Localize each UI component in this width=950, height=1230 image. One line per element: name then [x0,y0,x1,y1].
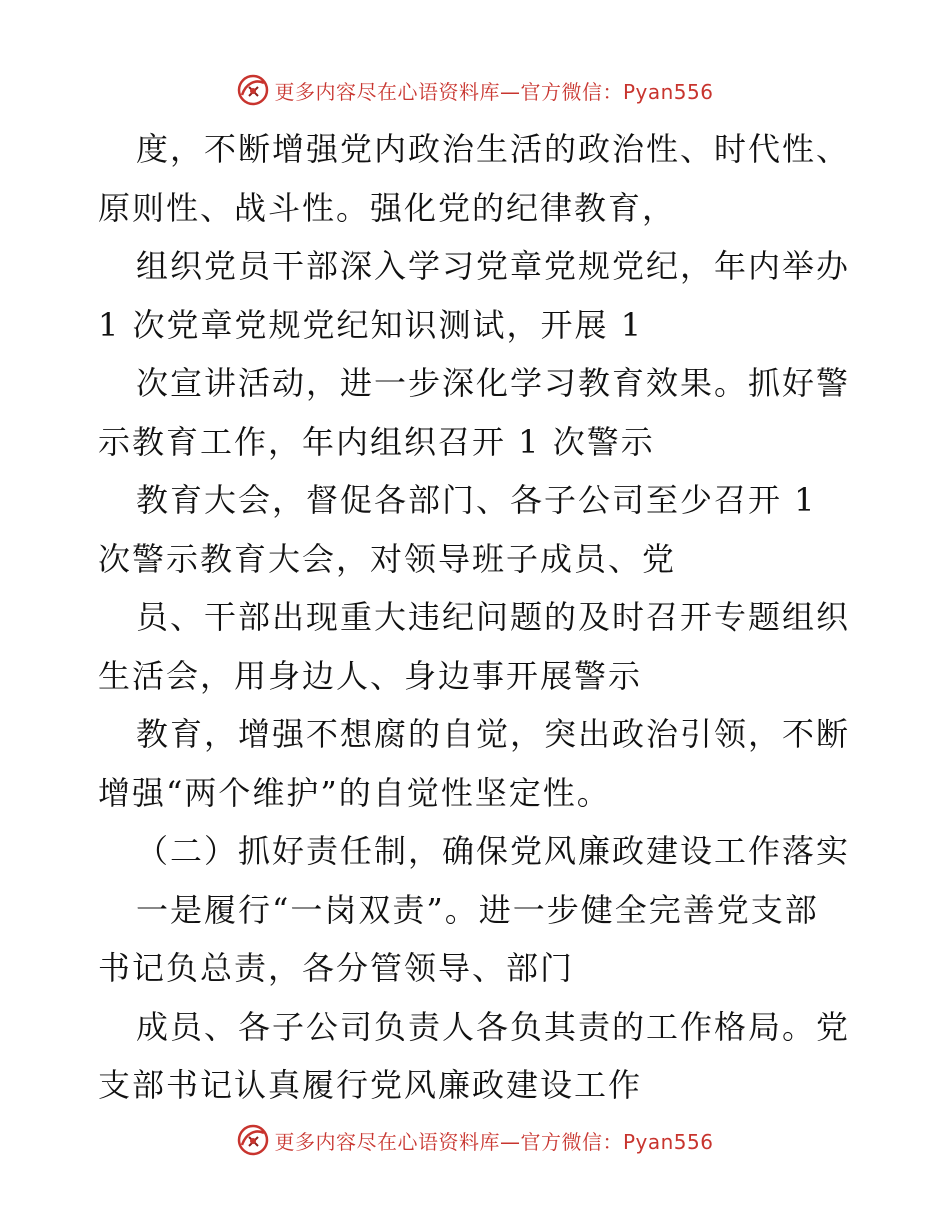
text-line: 次宣讲活动，进一步深化学习教育效果。抓好警 [136,364,851,402]
footer-watermark [0,1120,950,1160]
section-heading: （二）抓好责任制，确保党风廉政建设工作落实 [136,832,851,870]
text-line: 组织党员干部深入学习党章党规党纪，年内举办 [136,247,851,285]
text-line: 增强“两个维护”的自觉性坚定性。 [98,773,611,812]
text-line: 度，不断增强党内政治生活的政治性、时代性、 [136,130,851,168]
logo-icon [236,73,270,107]
text-line: 生活会，用身边人、身边事开展警示 [98,656,643,695]
text-line: 书记负总责，各分管领导、部门 [98,949,575,987]
text-line: 原则性、战斗性。强化党的纪律教育， [98,188,677,227]
logo-icon [236,1123,270,1157]
text-line: 一是履行“一岗双责”。进一步健全完善党支部 [136,890,819,929]
text-line: 示教育工作，年内组织召开 1 次警示 [98,422,655,461]
watermark-text: 更多内容尽在心语资料库—官方微信：Pyan556 [274,1129,714,1154]
text-line: 1 次党章党规党纪知识测试，开展 1 [98,305,644,344]
header-watermark [0,70,950,110]
text-line: 教育大会，督促各部门、各子公司至少召开 1 [136,481,817,519]
text-line: 次警示教育大会，对领导班子成员、党 [98,539,677,578]
document-body [98,120,858,1115]
text-line: 支部书记认真履行党风廉政建设工作 [98,1066,643,1104]
text-line: 成员、各子公司负责人各负其责的工作格局。党 [136,1007,851,1046]
text-line: 教育，增强不想腐的自觉，突出政治引领，不断 [136,715,851,753]
text-line: 员、干部出现重大违纪问题的及时召开专题组织 [136,598,851,636]
watermark-text: 更多内容尽在心语资料库—官方微信：Pyan556 [274,79,714,104]
